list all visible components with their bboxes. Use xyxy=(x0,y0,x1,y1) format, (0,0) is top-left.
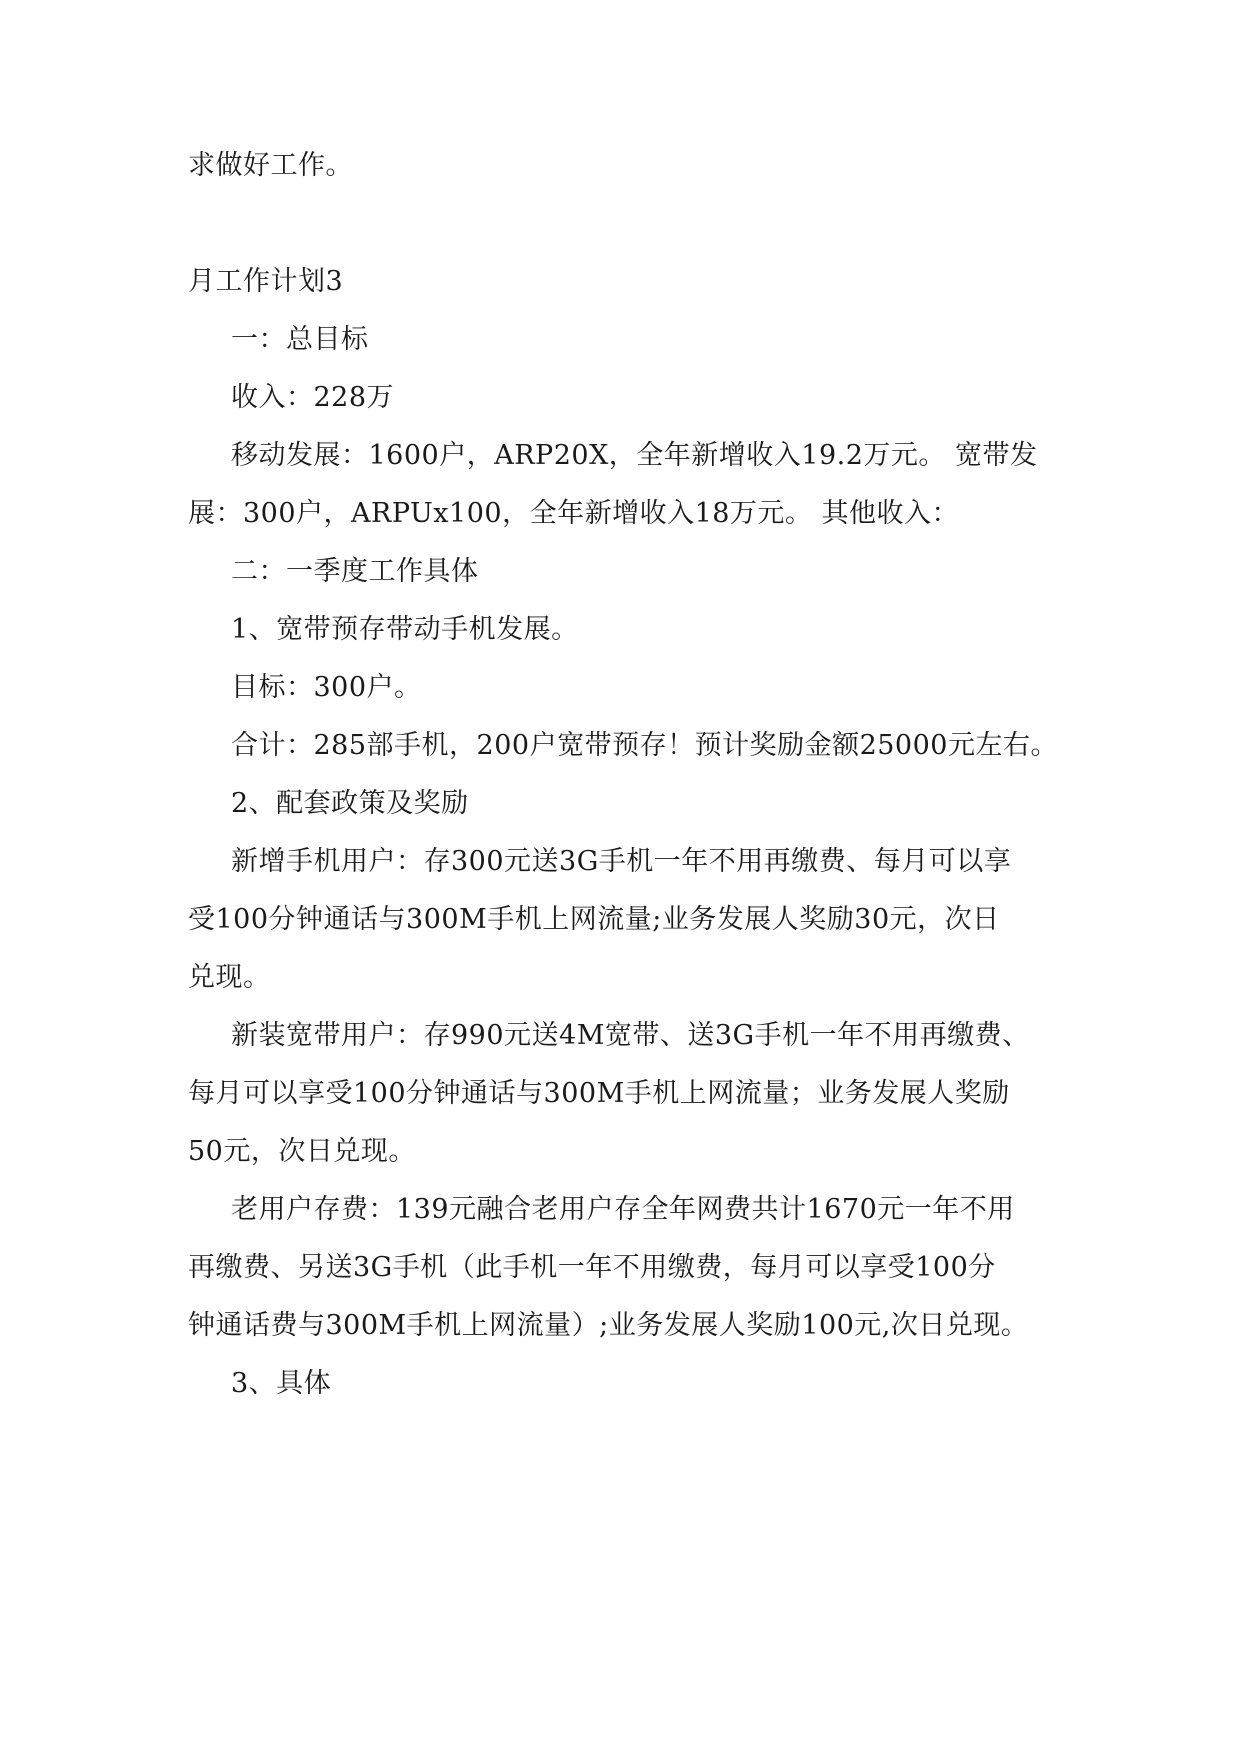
text-line: 目标：300户。 xyxy=(231,672,422,703)
text-line: 合计：285部手机，200户宽带预存！预计奖励金额25000元左右。 xyxy=(231,730,1058,761)
text-line: 受100分钟通话与300M手机上网流量;业务发展人奖励30元，次日 xyxy=(188,904,1000,935)
text-line: 求做好工作。 xyxy=(188,150,353,181)
list-item: 3、具体 xyxy=(231,1368,332,1399)
text-line: 新装宽带用户：存990元送4M宽带、送3G手机一年不用再缴费、 xyxy=(231,1020,1030,1051)
list-item: 1、宽带预存带动手机发展。 xyxy=(231,614,579,645)
text-line: 钟通话费与300M手机上网流量）;业务发展人奖励100元,次日兑现。 xyxy=(188,1310,1029,1341)
heading: 一：总目标 xyxy=(231,324,369,355)
text-line: 收入：228万 xyxy=(231,382,395,413)
text-line: 再缴费、另送3G手机（此手机一年不用缴费，每月可以享受100分 xyxy=(188,1252,996,1283)
text-line: 新增手机用户：存300元送3G手机一年不用再缴费、每月可以享 xyxy=(231,846,1012,877)
text-line: 老用户存费：139元融合老用户存全年网费共计1670元一年不用 xyxy=(231,1194,1015,1225)
heading: 二：一季度工作具体 xyxy=(231,556,479,587)
text-line: 50元，次日兑现。 xyxy=(188,1136,416,1167)
text-line: 移动发展：1600户，ARP20X，全年新增收入19.2万元。 宽带发 xyxy=(231,440,1038,471)
section-title: 月工作计划3 xyxy=(188,266,344,297)
text-line: 兑现。 xyxy=(188,962,271,993)
text-line: 展：300户，ARPUx100，全年新增收入18万元。 其他收入： xyxy=(188,498,960,529)
text-line: 每月可以享受100分钟通话与300M手机上网流量；业务发展人奖励 xyxy=(188,1078,1010,1109)
list-item: 2、配套政策及奖励 xyxy=(231,788,469,819)
